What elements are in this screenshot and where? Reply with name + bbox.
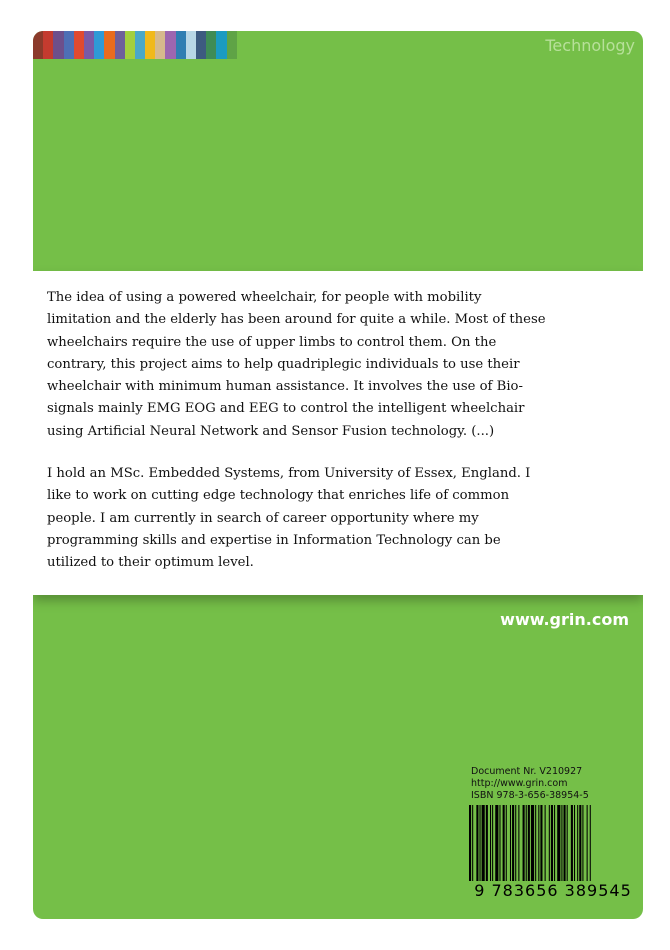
barcode-bars [465,803,641,883]
isbn-barcode [465,803,641,903]
barcode-digits: 9 783656 389545 [474,881,632,900]
barcode-bar [574,805,575,881]
document-number: Document Nr. V210927 [471,766,583,777]
color-stripe [186,31,196,59]
book-back-cover [33,31,643,919]
color-stripe [125,31,135,59]
color-stripe [135,31,145,59]
barcode-bar [510,805,511,881]
barcode-bar [561,805,562,881]
barcode-bar [480,805,481,881]
barcode-bar [503,805,505,881]
barcode-bar [490,805,491,881]
color-stripe [94,31,104,59]
barcode-bar [540,805,542,881]
barcode-bar [526,805,527,881]
barcode-bar [512,805,514,881]
barcode-bar [495,805,498,881]
barcode-bar [571,805,573,881]
barcode-bar [582,805,583,881]
color-stripe [74,31,84,59]
blurb-panel [33,271,643,595]
color-stripe [155,31,165,59]
barcode-bar [515,805,516,881]
barcode-bar [577,805,578,881]
barcode-bar [590,805,591,881]
color-stripe [196,31,206,59]
document-info [471,766,589,802]
barcode-bar [499,805,500,881]
color-stripe [104,31,114,59]
barcode-bar [469,805,471,881]
barcode-bar [518,805,519,881]
barcode-bar [549,805,550,881]
barcode-bar [472,805,473,881]
color-stripe [33,31,43,59]
barcode-bar [482,805,485,881]
barcode-bar [535,805,536,881]
color-stripe [216,31,226,59]
barcode-bar [554,805,555,881]
barcode-bar [486,805,488,881]
document-url: http://www.grin.com [471,778,568,789]
barcode-bar [538,805,539,881]
color-stripe [165,31,175,59]
barcode-bar [567,805,568,881]
barcode-bar [564,805,566,881]
color-stripe [64,31,74,59]
color-stripe [176,31,186,59]
barcode-bar [492,805,493,881]
color-stripe [115,31,125,59]
barcode-bar [579,805,581,881]
barcode-bar [476,805,478,881]
barcode-bar [523,805,525,881]
barcode-bar [551,805,553,881]
barcode-bar [506,805,507,881]
publisher-website: www.grin.com [500,610,629,629]
barcode-bar [531,805,534,881]
color-stripe-strip [33,31,237,59]
barcode-bar [557,805,560,881]
color-stripe [43,31,53,59]
color-stripe [206,31,216,59]
color-stripe [145,31,155,59]
isbn-number: ISBN 978-3-656-38954-5 [471,790,589,801]
color-stripe [227,31,237,59]
color-stripe [84,31,94,59]
barcode-bar [587,805,588,881]
barcode-bar [528,805,530,881]
category-label: Technology [545,36,635,55]
color-stripe [53,31,63,59]
barcode-bar [545,805,546,881]
blurb-paragraph-1: The idea of using a powered wheelchair, for people with mobility limitation and the elderly has been around for quite a while. Most of these wheelchairs require the use of upper limbs to control them. On the contrary, this project aims to help quadriplegic individuals to use their wheelchair with minimum human assistance. It involves the use of Bio-signals mainly EMG EOG and EEG to control the intelligent wheelchair using Artificial Neural Network and Sensor Fusion technology. (...) [47,290,546,439]
author-bio-paragraph: I hold an MSc. Embedded Systems, from University of Essex, England. I like to work on cutting edge technology that enriches life of common people. I am currently in search of career opportunity where my programming skills and expertise in Information Technology can be utilized to their optimum level. [47,466,531,571]
